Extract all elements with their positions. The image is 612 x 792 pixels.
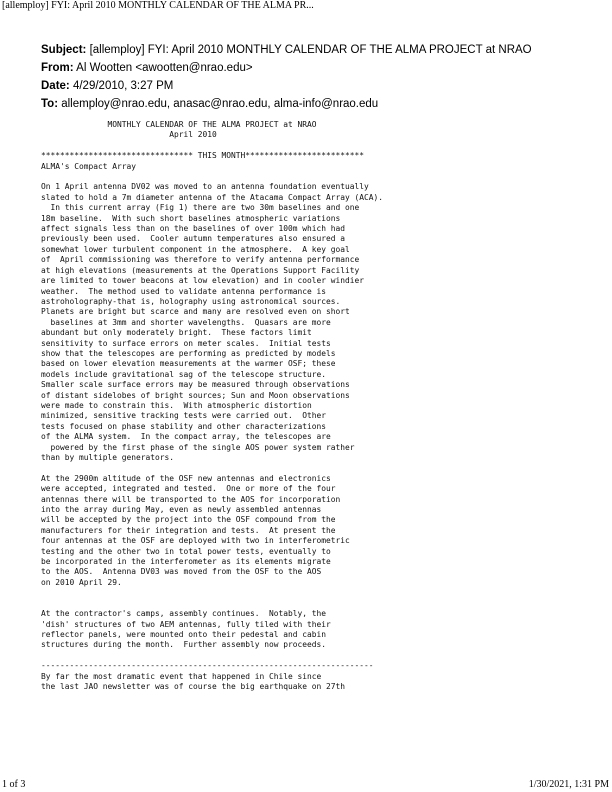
to-row bbox=[41, 95, 532, 113]
print-timestamp: 1/30/2021, 1:31 PM bbox=[528, 779, 609, 790]
from-value: Al Wootten <awootten@nrao.edu> bbox=[76, 62, 253, 74]
to-value: allemploy@nrao.edu, anasac@nrao.edu, alma-info@nrao.edu bbox=[61, 98, 379, 110]
email-headers bbox=[41, 41, 532, 113]
print-header: [allemploy] FYI: April 2010 MONTHLY CALENDAR OF THE ALMA PR... bbox=[2, 0, 314, 11]
date-value: 4/29/2010, 3:27 PM bbox=[72, 80, 174, 92]
page-number: 1 of 3 bbox=[2, 779, 26, 790]
to-label: To: bbox=[41, 98, 59, 110]
date-label: Date: bbox=[41, 80, 70, 92]
subject-row bbox=[41, 41, 532, 59]
date-row bbox=[41, 77, 532, 95]
from-label: From: bbox=[41, 62, 74, 74]
from-row bbox=[41, 59, 532, 77]
email-body: MONTHLY CALENDAR OF THE ALMA PROJECT at NRAO April 2010 ******************************** THIS MONTH************************* ALMA's Compact Array On 1 April antenna DV02 was moved to an antenna foundation eventually slated to hold a 7m diameter antenna of the Atacama Compact Array (ACA). In this current array (Fig 1) there are two 30m baselines and one 18m baseline. With such short baselines atmospheric variations affect signals less than on the baselines of over 100m which had previously been used. Cooler autumn temperatures also ensured a somewhat lower turbulent component in the atmosphere. A key goal of April commissioning was therefore to verify antenna performance at high elevations (measurements at the Operations Support Facility are limited to tower beacons at low elevation) and in cooler windier weather. The method used to validate antenna performance is astroholography-that is, holography using astronomical sources. Planets are bright but scarce and many are resolved even on short baselines at 3mm and shorter wavelengths. Quasars are more abundant but only moderately bright. These factors limit sensitivity to surface errors on meter scales. Initial tests show that the telescopes are performing as predicted by models based on lower elevation measurements at the warmer OSF; these models include gravitational sag of the telescope structure. Smaller scale surface errors may be measured through observations of distant sidelobes of bright sources; Sun and Moon observations were made to constrain this. With atmospheric distortion minimized, sensitive tracking tests were carried out. Other tests focused on phase stability and other characterizations of the ALMA system. In the compact array, the telescopes are powered by the first phase of the single AOS power system rather than by multiple generators. At the 2900m altitude of the OSF new antennas and electronics were accepted, integrated and tested. One or more of the four antennas there will be transported to the AOS for incorporation into the array during May, even as newly assembled antennas will be accepted by the project into the OSF compound from the manufacturers for their integration and tests. At present the four antennas at the OSF are deployed with two in interferometric testing and the other two in total power tests, eventually to be incorporated in the interferometer as its elements migrate to the AOS. Antenna DV03 was moved from the OSF to the AOS on 2010 April 29. At the contractor's camps, assembly continues. Notably, the 'dish' structures of two AEM antennas, fully tiled with their reflector panels, were mounted onto their pedestal and cabin structures during the month. Further assembly now proceeds. ---------------------------------------------------------------------- By far the most dramatic event that happened in Chile since the last JAO newsletter was of course the big earthquake on 27th bbox=[41, 120, 384, 691]
subject-value: [allemploy] FYI: April 2010 MONTHLY CALENDAR OF THE ALMA PROJECT at NRAO bbox=[89, 44, 532, 56]
subject-label: Subject: bbox=[41, 44, 87, 56]
